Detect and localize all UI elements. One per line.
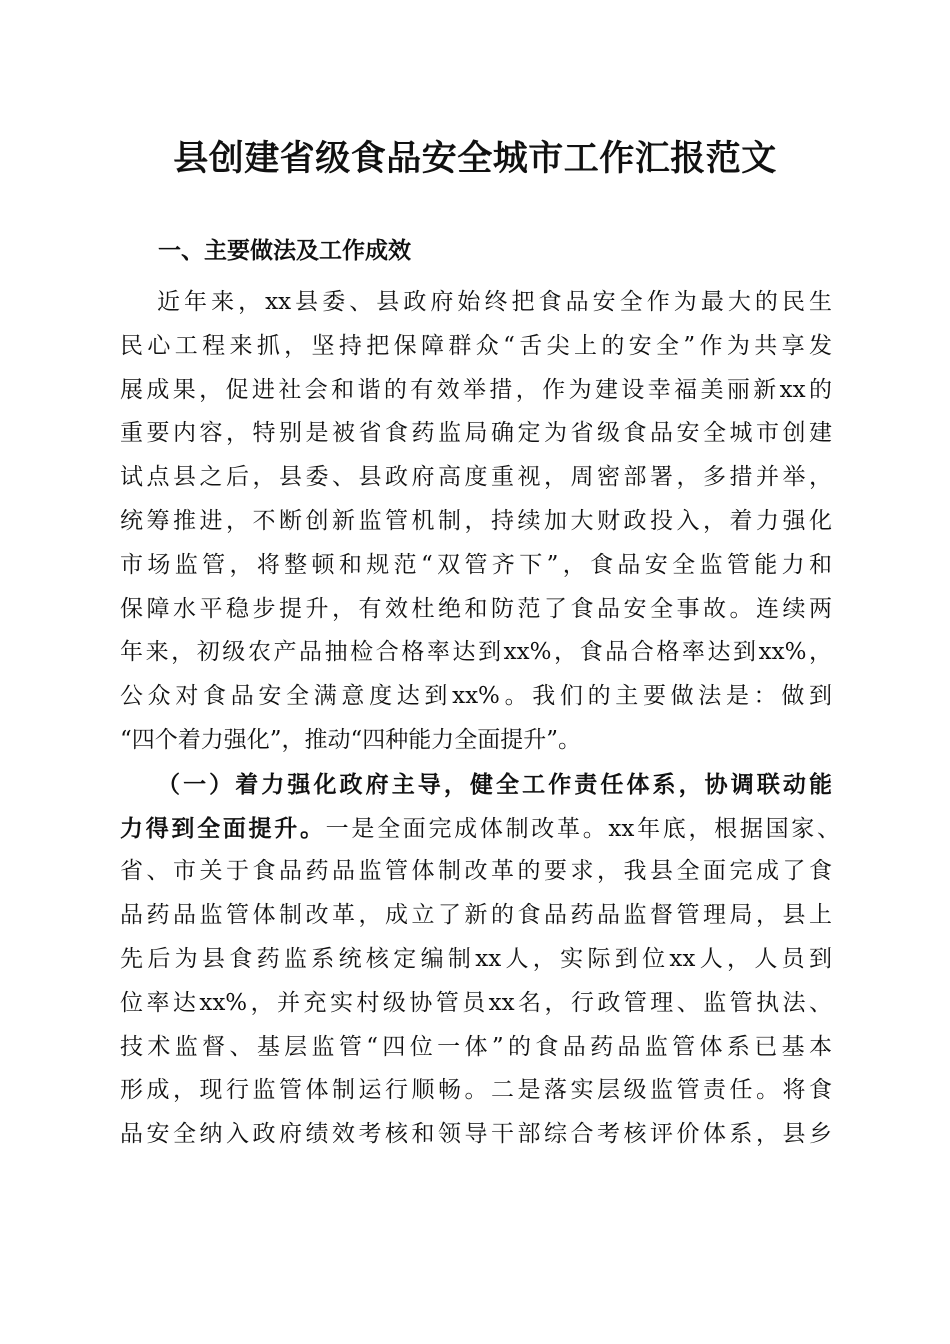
paragraph-line: 品安全纳入政府绩效考核和领导干部综合考核评价体系，县乡: [120, 1121, 832, 1148]
paragraph-line: “四个着力强化”，推动“四种能力全面提升”。: [120, 726, 582, 753]
subsection-heading-line: （一）着力强化政府主导，健全工作责任体系，协调联动能: [157, 770, 832, 798]
paragraph-line: 技术监督、基层监管“四位一体”的食品药品监管体系已基本: [120, 1033, 832, 1060]
paragraph-line: 展成果，促进社会和谐的有效举措，作为建设幸福美丽新xx的: [120, 376, 832, 403]
paragraph-line: 省、市关于食品药品监管体制改革的要求，我县全面完成了食: [120, 858, 832, 885]
paragraph-line: 位率达xx%，并充实村级协管员xx名，行政管理、监管执法、: [120, 989, 832, 1016]
paragraph-line: 保障水平稳步提升，有效杜绝和防范了食品安全事故。连续两: [120, 595, 832, 622]
paragraph-line: 市场监管，将整顿和规范“双管齐下”，食品安全监管能力和: [120, 551, 832, 578]
subsection-heading-tail: 力得到全面提升。: [120, 814, 326, 842]
paragraph-text: 一是全面完成体制改革。xx年底，根据国家、: [325, 815, 841, 842]
paragraph-line: 品药品监管体制改革，成立了新的食品药品监督管理局，县上: [120, 902, 832, 929]
paragraph-line: [120, 807, 840, 851]
paragraph-line: 试点县之后，县委、县政府高度重视，周密部署，多措并举，: [120, 464, 832, 491]
document-body: [120, 281, 841, 1157]
section-heading: 一、主要做法及工作成效: [158, 238, 411, 264]
paragraph-line: 重要内容，特别是被省食药监局确定为省级食品安全城市创建: [120, 420, 832, 447]
paragraph-line: 民心工程来抓，坚持把保障群众“舌尖上的安全”作为共享发: [120, 332, 832, 359]
paragraph-line: 公众对食品安全满意度达到xx%。我们的主要做法是：做到: [120, 683, 832, 710]
paragraph-line: 形成，现行监管体制运行顺畅。二是落实层级监管责任。将食: [120, 1077, 832, 1104]
paragraph-line: 先后为县食药监系统核定编制xx人，实际到位xx人，人员到: [120, 945, 832, 972]
document-title: 县创建省级食品安全城市工作汇报范文: [173, 138, 777, 179]
paragraph-line: 近年来，xx县委、县政府始终把食品安全作为最大的民生: [157, 289, 832, 315]
paragraph-line: 年来，初级农产品抽检合格率达到xx%，食品合格率达到xx%，: [120, 639, 832, 666]
paragraph-line: 统筹推进，不断创新监管机制，持续加大财政投入，着力强化: [120, 507, 832, 534]
